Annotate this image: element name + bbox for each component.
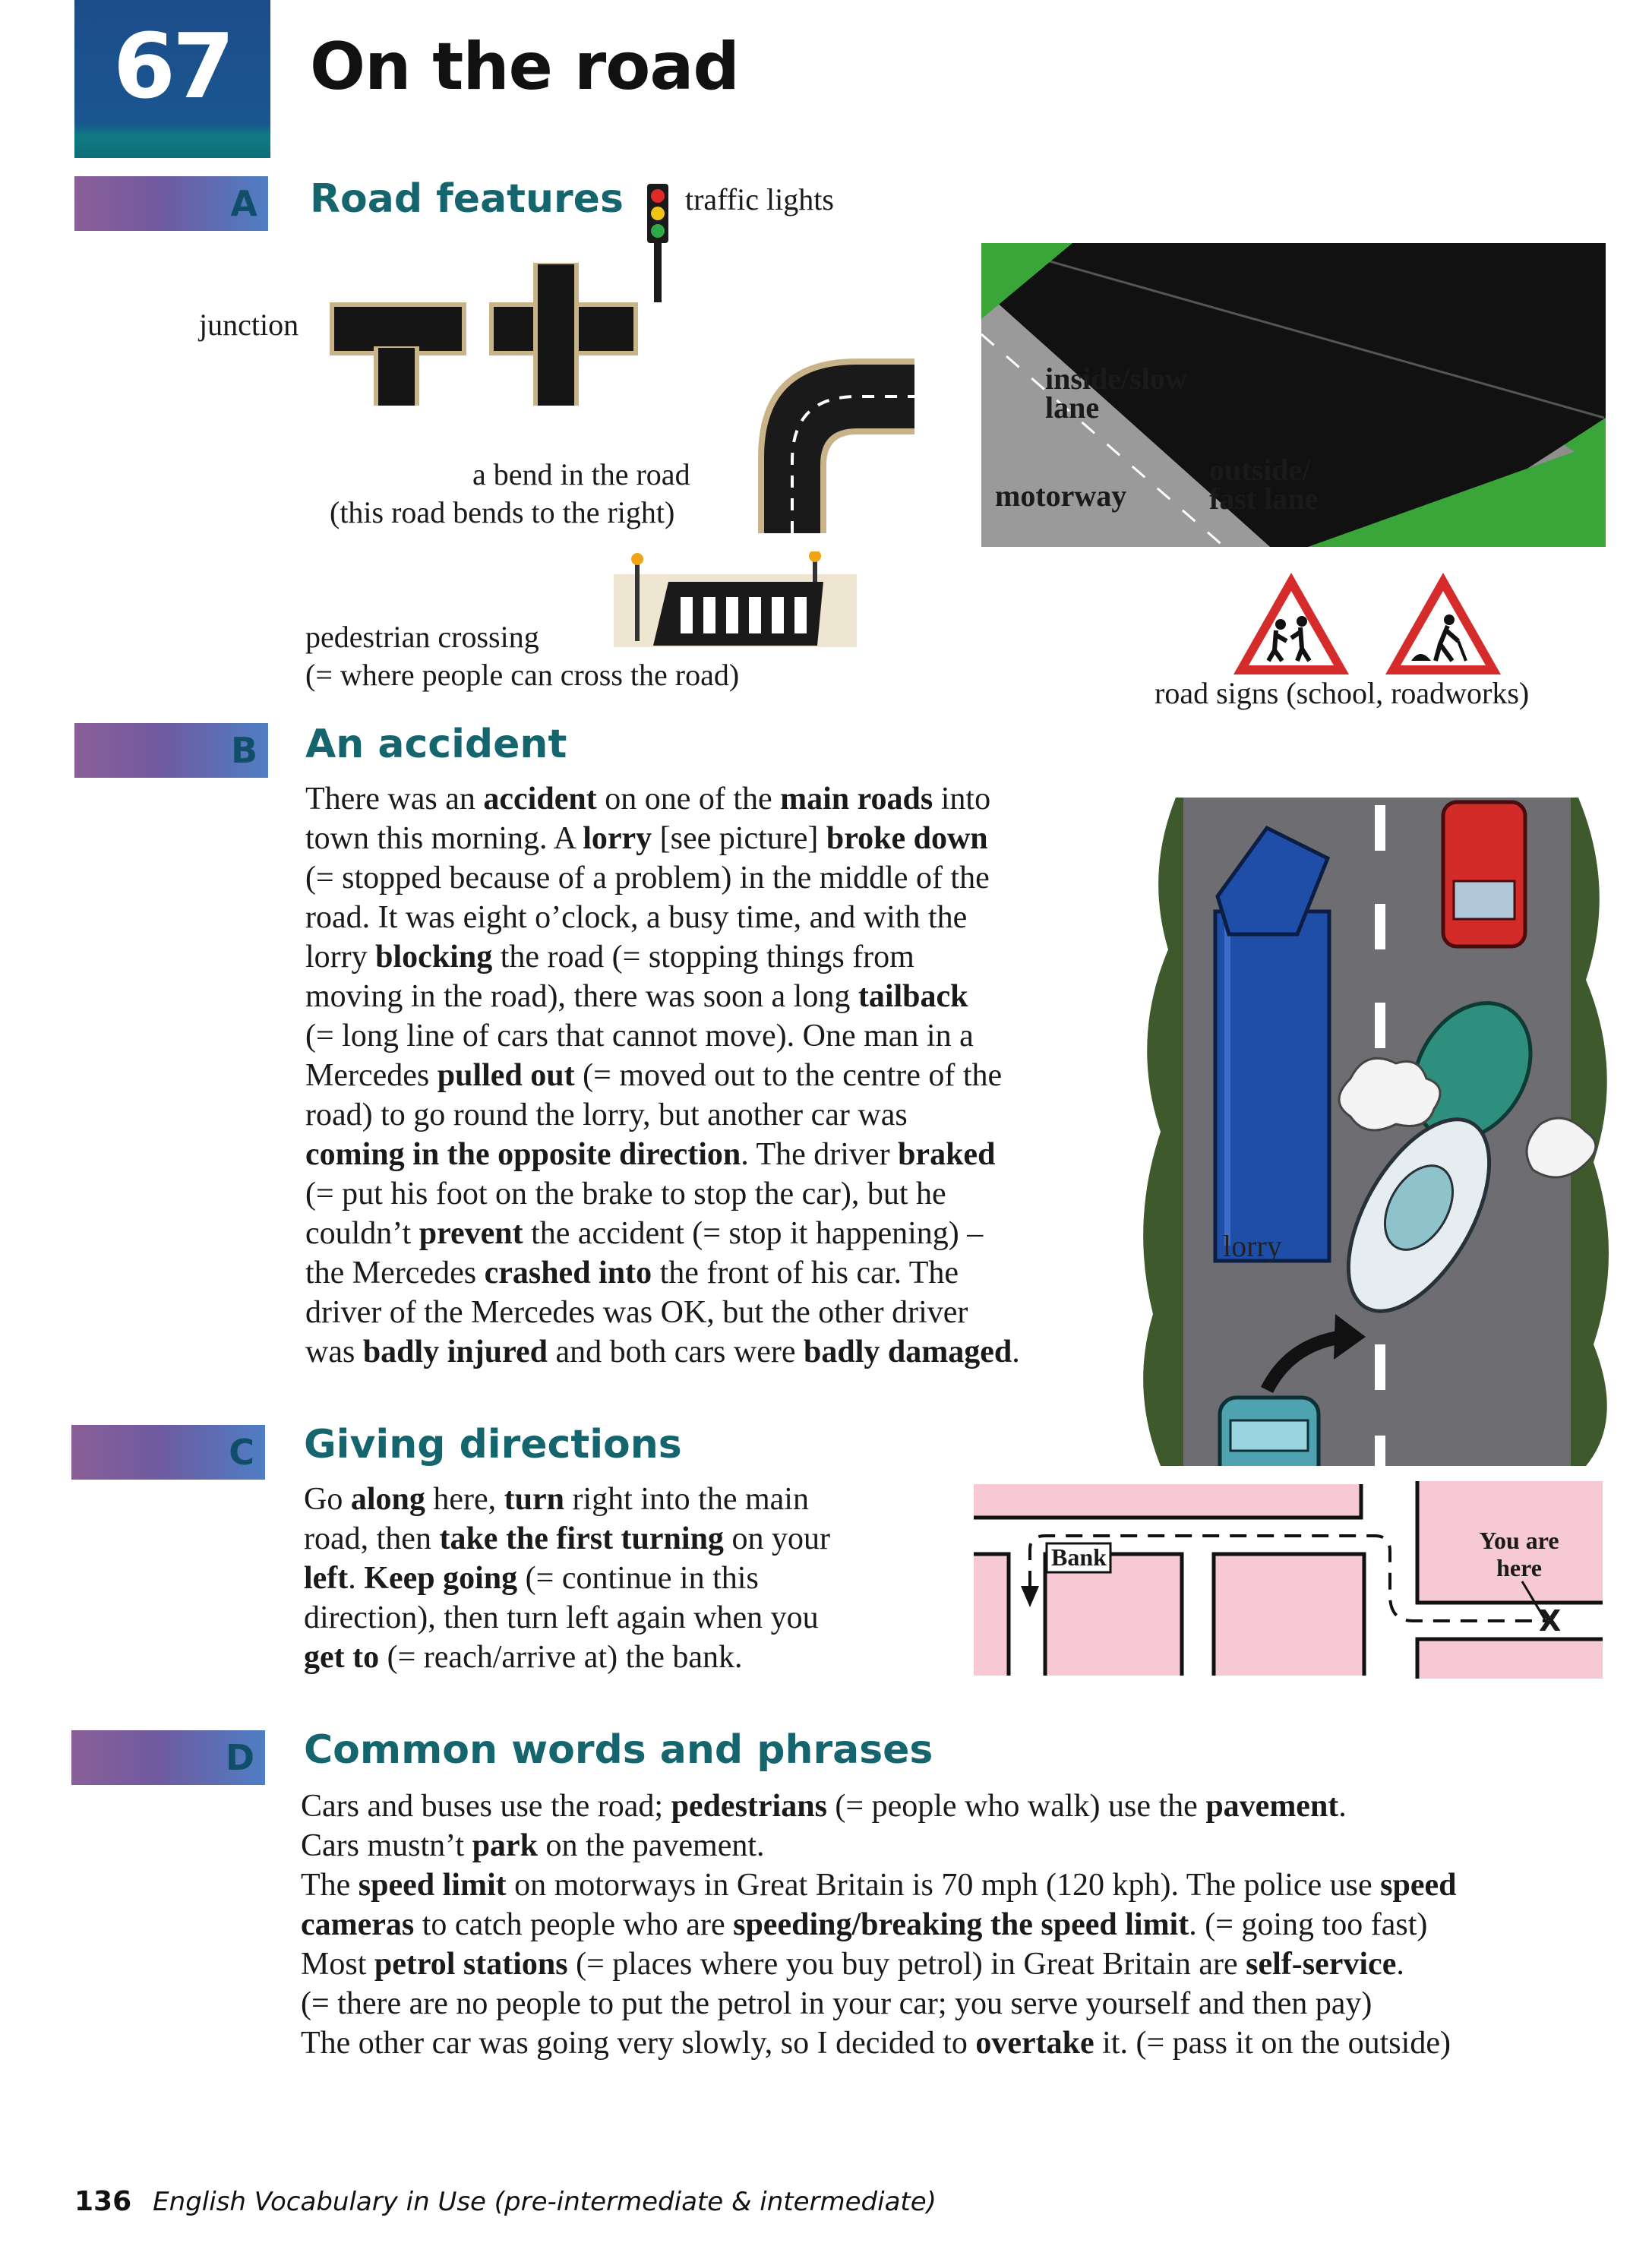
- section-a-letter: A: [230, 183, 257, 224]
- accident-line: lorry blocking the road (= stopping things from: [305, 940, 914, 975]
- traffic-light-icon: [644, 182, 671, 304]
- accident-line: town this morning. A lorry [see picture] broke down: [305, 821, 988, 856]
- unit-number: 67: [112, 14, 232, 118]
- common-phrases-line: Cars mustn’t park on the pavement.: [301, 1828, 765, 1863]
- common-phrases-line: (= there are no people to put the petrol in your car; you serve yourself and then pay): [301, 1986, 1372, 2021]
- section-d-title: Common words and phrases: [304, 1727, 933, 1773]
- section-d-letter: D: [225, 1737, 254, 1778]
- common-phrases-line: The speed limit on motorways in Great Britain is 70 mph (120 kph). The police use speed: [301, 1868, 1457, 1903]
- bend-label: a bend in the road: [472, 457, 690, 491]
- accident-line: the Mercedes crashed into the front of his car. The: [305, 1256, 959, 1290]
- motorway-label: motorway: [995, 479, 1127, 513]
- traffic-lights-label: traffic lights: [685, 182, 834, 216]
- accident-line: (= stopped because of a problem) in the middle of the: [305, 861, 990, 896]
- accident-picture: [1130, 798, 1624, 1466]
- road-signs-label: road signs (school, roadworks): [1155, 676, 1530, 710]
- directions-line: direction), then turn left again when you: [304, 1600, 819, 1635]
- book-title: English Vocabulary in Use (pre-intermediate & intermediate): [153, 2187, 937, 2217]
- section-c-title: Giving directions: [304, 1422, 682, 1467]
- section-a-title: Road features: [310, 176, 624, 222]
- section-b-title: An accident: [305, 722, 567, 767]
- section-b-letter: B: [230, 730, 257, 771]
- accident-line: couldn’t prevent the accident (= stop it happening) –: [305, 1216, 984, 1251]
- accident-line: Mercedes pulled out (= moved out to the centre of the: [305, 1058, 1003, 1093]
- school-sign-icon: [1233, 573, 1349, 674]
- x-marker: X: [1539, 1604, 1562, 1638]
- common-phrases-line: Cars and buses use the road; pedestrians (= people who walk) use the pavement.: [301, 1789, 1347, 1824]
- crossing-label-note: (= where people can cross the road): [305, 658, 740, 692]
- directions-line: left. Keep going (= continue in this: [304, 1561, 759, 1596]
- accident-line: (= long line of cars that cannot move). One man in a: [305, 1019, 974, 1054]
- bank-label: Bank: [1051, 1543, 1107, 1571]
- lorry-icon: [1215, 828, 1329, 1261]
- inside-lane-label: [1045, 362, 1187, 425]
- roadworks-sign-icon: [1385, 573, 1501, 674]
- section-c-letter: C: [229, 1432, 254, 1473]
- you-are-here-line1: You are: [1479, 1527, 1559, 1554]
- accident-paragraph: [305, 779, 1020, 1372]
- road-bend-diagram: [735, 343, 918, 533]
- accident-line: moving in the road), there was soon a long tailback: [305, 979, 968, 1014]
- pedestrian-crossing-diagram: [614, 551, 857, 650]
- directions-line: Go along here, turn right into the main: [304, 1482, 809, 1517]
- bend-label-note: (this road bends to the right): [330, 495, 675, 529]
- accident-line: coming in the opposite direction. The driver braked: [305, 1137, 996, 1172]
- lorry-label: lorry: [1223, 1229, 1282, 1263]
- accident-line: was badly injured and both cars were badly damaged.: [305, 1335, 1020, 1369]
- accident-line: road) to go round the lorry, but another car was: [305, 1098, 908, 1132]
- page-number: 136: [74, 2186, 132, 2217]
- accident-line: road. It was eight o’clock, a busy time, and with the: [305, 900, 968, 935]
- road-signs: [1230, 568, 1504, 682]
- junction-label: junction: [199, 308, 299, 342]
- crossing-label: pedestrian crossing: [305, 620, 539, 654]
- common-phrases-paragraph: [301, 1786, 1457, 2063]
- directions-line: road, then take the first turning on your: [304, 1521, 830, 1556]
- accident-line: (= put his foot on the brake to stop the car), but he: [305, 1177, 946, 1211]
- outside-lane-label: [1209, 453, 1319, 516]
- outside-lane-label-line1: outside/: [1209, 453, 1311, 487]
- inside-lane-label-line2: lane: [1045, 390, 1100, 425]
- page-title: On the road: [310, 29, 739, 105]
- junction-diagram: [328, 263, 640, 407]
- inside-lane-label-line1: inside/slow: [1045, 362, 1187, 396]
- page-footer: [74, 2186, 937, 2217]
- you-are-here-label: [1466, 1527, 1572, 1581]
- common-phrases-line: cameras to catch people who are speeding/breaking the speed limit. (= going too fast): [301, 1907, 1428, 1942]
- red-car-icon: [1443, 802, 1525, 946]
- directions-line: get to (= reach/arrive at) the bank.: [304, 1640, 743, 1675]
- directions-paragraph: [304, 1480, 830, 1677]
- common-phrases-line: The other car was going very slowly, so I decided to overtake it. (= pass it on the outside): [301, 2026, 1451, 2061]
- outside-lane-label-line2: fast lane: [1209, 482, 1319, 516]
- accident-line: driver of the Mercedes was OK, but the other driver: [305, 1295, 968, 1330]
- teal-car-icon: [1220, 1398, 1319, 1466]
- you-are-here-line2: here: [1496, 1554, 1542, 1581]
- common-phrases-line: Most petrol stations (= places where you buy petrol) in Great Britain are self-service.: [301, 1947, 1404, 1982]
- accident-line: There was an accident on one of the main roads into: [305, 782, 991, 817]
